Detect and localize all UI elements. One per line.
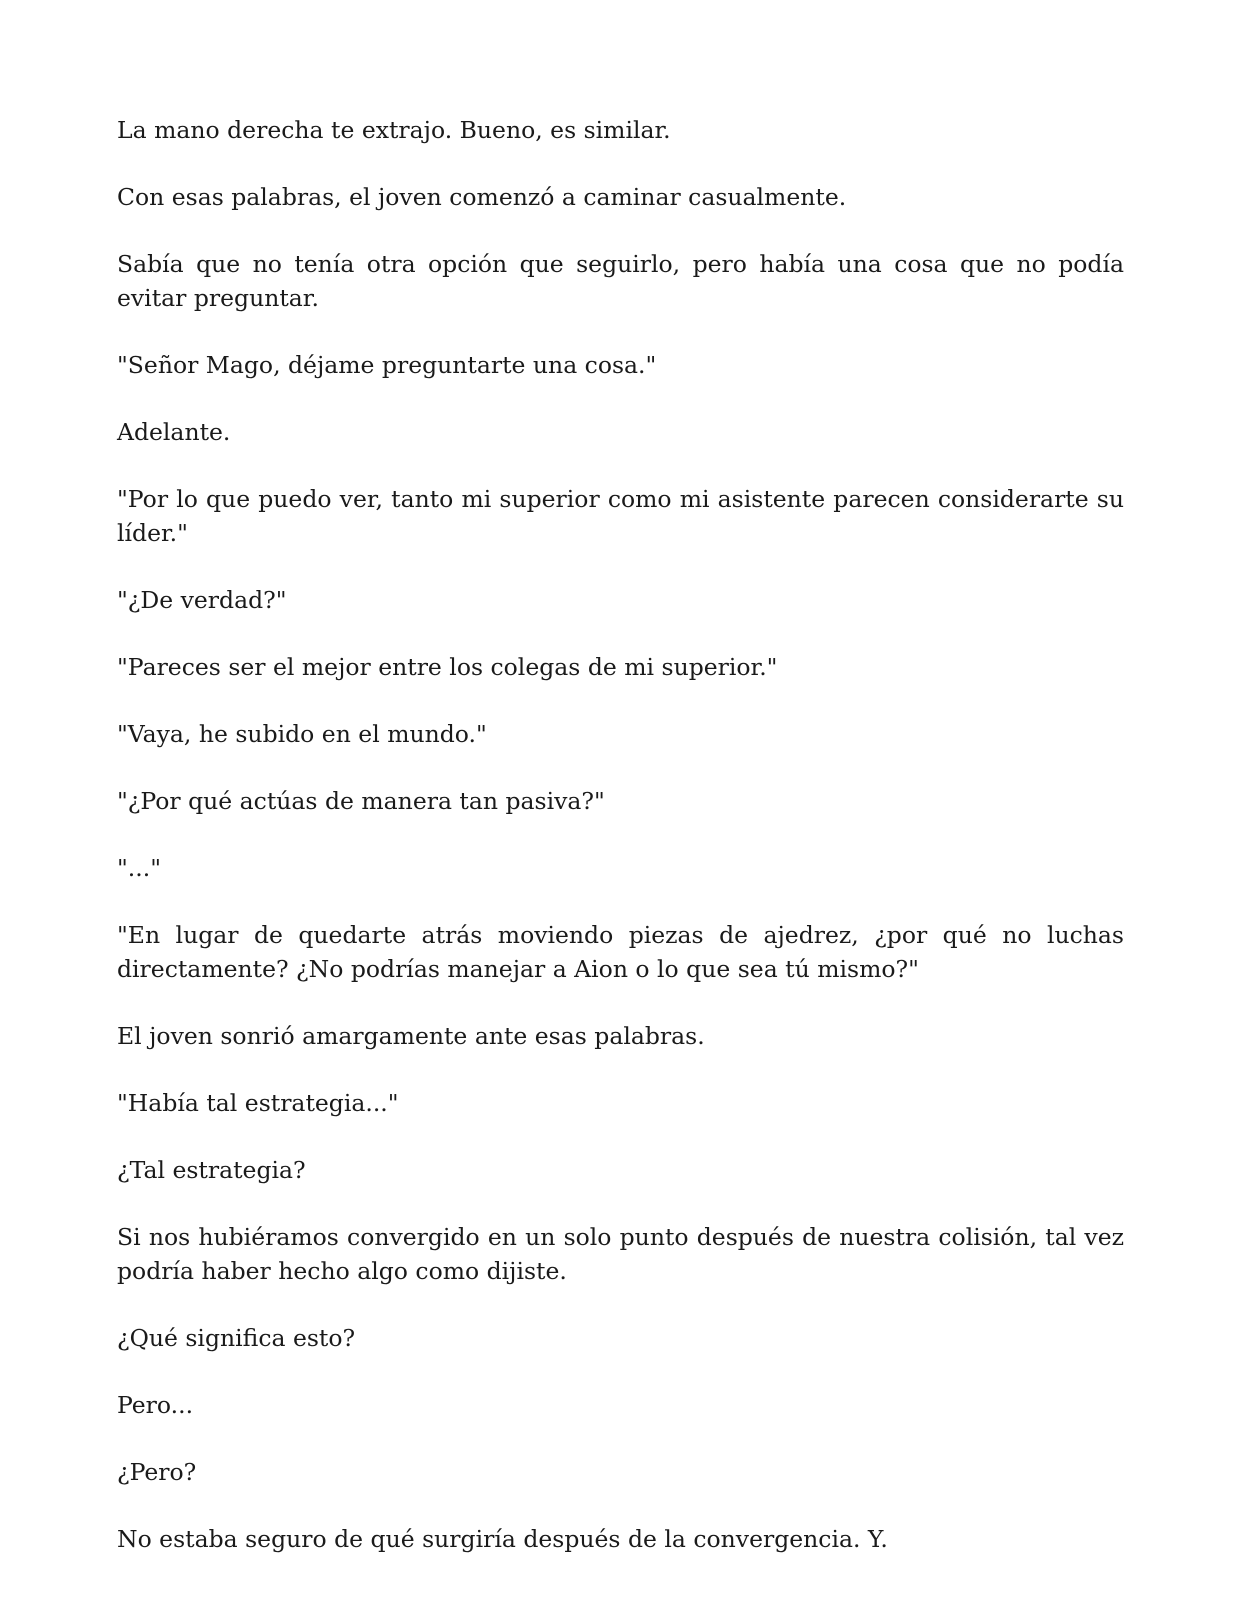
paragraph: Si nos hubiéramos convergido en un solo punto después de nuestra colisión, tal vez podría haber hecho algo como dijiste.	[117, 1223, 1124, 1285]
paragraph: Pero...	[117, 1391, 194, 1419]
paragraph: La mano derecha te extrajo. Bueno, es similar.	[117, 116, 671, 144]
paragraph: "¿Por qué actúas de manera tan pasiva?"	[117, 787, 605, 815]
paragraph: ¿Qué significa esto?	[117, 1324, 356, 1352]
paragraph: "..."	[117, 854, 162, 882]
paragraph: ¿Tal estrategia?	[117, 1156, 306, 1184]
paragraph: "Señor Mago, déjame preguntarte una cosa."	[117, 351, 657, 379]
paragraph: El joven sonrió amargamente ante esas palabras.	[117, 1022, 705, 1050]
paragraph: Sabía que no tenía otra opción que seguirlo, pero había una cosa que no podía evitar preguntar.	[117, 250, 1124, 312]
paragraph: Con esas palabras, el joven comenzó a caminar casualmente.	[117, 183, 847, 211]
paragraph: Adelante.	[117, 418, 231, 446]
paragraph: ¿Pero?	[117, 1458, 197, 1486]
paragraph: "Por lo que puedo ver, tanto mi superior como mi asistente parecen considerarte su líder."	[117, 485, 1124, 547]
paragraph: "Había tal estrategia..."	[117, 1089, 399, 1117]
paragraph: "Vaya, he subido en el mundo."	[117, 720, 487, 748]
paragraph: "En lugar de quedarte atrás moviendo piezas de ajedrez, ¿por qué no luchas directamente? ¿No podrías manejar a Aion o lo que sea tú mismo?"	[117, 921, 1124, 983]
paragraph: "¿De verdad?"	[117, 586, 287, 614]
document-body	[117, 113, 1124, 1589]
paragraph: No estaba seguro de qué surgiría después de la convergencia. Y.	[117, 1525, 888, 1553]
paragraph: "Pareces ser el mejor entre los colegas de mi superior."	[117, 653, 778, 681]
